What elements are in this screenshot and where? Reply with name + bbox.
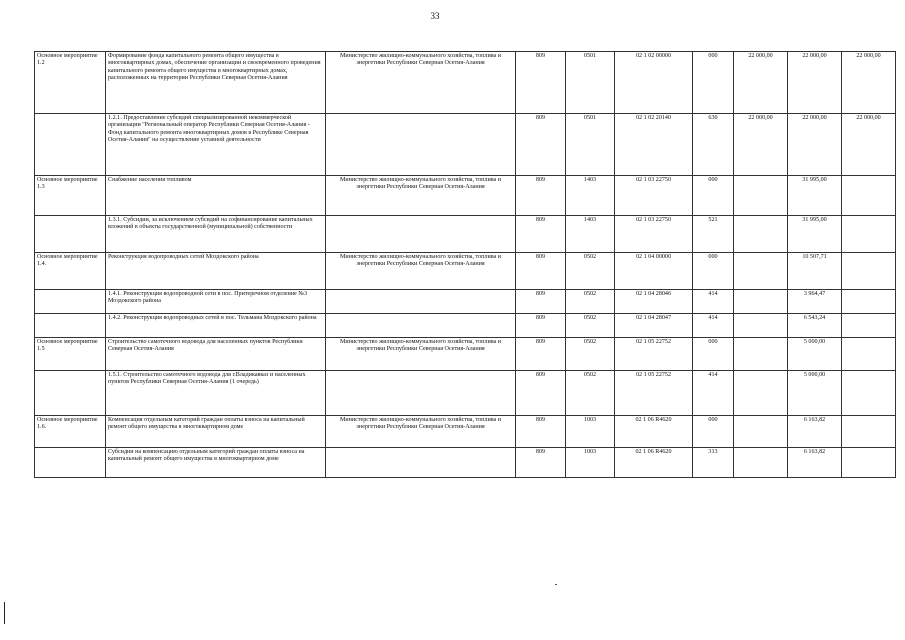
scan-dot xyxy=(555,584,557,585)
row-year3-cell xyxy=(842,448,896,478)
row-kind-cell xyxy=(35,448,106,478)
row-csr-cell: 02 1 06 R4620 xyxy=(615,448,693,478)
row-year3-cell xyxy=(842,371,896,416)
row-year3-cell xyxy=(842,253,896,290)
row-kind-cell xyxy=(35,290,106,314)
row-year1-cell: 22 000,00 xyxy=(734,52,788,114)
row-vr-cell: 000 xyxy=(693,52,734,114)
row-year2-cell: 22 000,00 xyxy=(788,114,842,176)
table-row xyxy=(35,114,896,176)
row-year2-cell: 10 507,71 xyxy=(788,253,842,290)
row-year1-cell xyxy=(734,448,788,478)
row-vr-cell: 000 xyxy=(693,416,734,448)
table-row xyxy=(35,448,896,478)
row-section-cell: 0501 xyxy=(566,114,615,176)
row-name-cell: Строительство самотечного водовода для населенных пунктов Республики Северная Осетия-Алания xyxy=(106,338,326,371)
row-code-cell: 809 xyxy=(516,114,566,176)
row-executor-cell: Министерство жилищно-коммунального хозяйства, топлива и энергетики Республики Северная Осетия-Алания xyxy=(326,416,516,448)
row-code-cell: 809 xyxy=(516,290,566,314)
row-year3-cell xyxy=(842,216,896,253)
row-year2-cell: 31 995,00 xyxy=(788,216,842,253)
row-kind-cell: Основное мероприятие 1.5 xyxy=(35,338,106,371)
row-name-cell: 1.5.1. Строительство самотечного водовода для г.Владикавказ и населенных пунктов Республики Северная Осетия-Алания (1 очередь) xyxy=(106,371,326,416)
row-executor-cell xyxy=(326,448,516,478)
row-csr-cell: 02 1 04 28047 xyxy=(615,314,693,338)
table-body xyxy=(35,52,896,478)
row-year1-cell xyxy=(734,314,788,338)
row-year2-cell: 31 995,00 xyxy=(788,176,842,216)
row-section-cell: 1003 xyxy=(566,416,615,448)
row-csr-cell: 02 1 06 R4620 xyxy=(615,416,693,448)
row-year3-cell: 22 000,00 xyxy=(842,114,896,176)
row-kind-cell: Основное мероприятие 1.6. xyxy=(35,416,106,448)
row-section-cell: 0502 xyxy=(566,253,615,290)
row-section-cell: 1003 xyxy=(566,448,615,478)
row-vr-cell: 313 xyxy=(693,448,734,478)
table-row xyxy=(35,253,896,290)
row-kind-cell: Основное мероприятие 1.2 xyxy=(35,52,106,114)
row-year2-cell: 5 000,00 xyxy=(788,338,842,371)
row-name-cell: 1.4.1. Реконструкция водопроводной сети в пос. Притеречном отделение №3 Моздокского района xyxy=(106,290,326,314)
row-name-cell: Компенсация отдельным категорий граждан оплаты взноса на капитальный ремонт общего имущества в многоквартирном доме xyxy=(106,416,326,448)
table-row xyxy=(35,290,896,314)
row-csr-cell: 02 1 03 22750 xyxy=(615,216,693,253)
row-csr-cell: 02 1 04 00000 xyxy=(615,253,693,290)
row-name-cell: Реконструкция водопроводных сетей Моздокского района xyxy=(106,253,326,290)
row-code-cell: 809 xyxy=(516,176,566,216)
row-year3-cell xyxy=(842,290,896,314)
page-number: 33 xyxy=(430,11,440,21)
row-vr-cell: 521 xyxy=(693,216,734,253)
table-row xyxy=(35,176,896,216)
row-vr-cell: 000 xyxy=(693,176,734,216)
row-executor-cell: Министерство жилищно-коммунального хозяйства, топлива и энергетики Республики Северная Осетия-Алания xyxy=(326,253,516,290)
row-year2-cell: 6 543,24 xyxy=(788,314,842,338)
row-year2-cell: 3 964,47 xyxy=(788,290,842,314)
row-year1-cell: 22 000,00 xyxy=(734,114,788,176)
table-row xyxy=(35,52,896,114)
row-vr-cell: 414 xyxy=(693,290,734,314)
row-executor-cell xyxy=(326,216,516,253)
row-csr-cell: 02 1 02 20140 xyxy=(615,114,693,176)
table-row xyxy=(35,216,896,253)
row-year1-cell xyxy=(734,253,788,290)
row-code-cell: 809 xyxy=(516,338,566,371)
table-row xyxy=(35,338,896,371)
row-kind-cell xyxy=(35,216,106,253)
row-vr-cell: 414 xyxy=(693,314,734,338)
row-code-cell: 809 xyxy=(516,416,566,448)
row-executor-cell xyxy=(326,371,516,416)
row-code-cell: 809 xyxy=(516,448,566,478)
row-section-cell: 1403 xyxy=(566,216,615,253)
row-section-cell: 0502 xyxy=(566,290,615,314)
row-section-cell: 0502 xyxy=(566,371,615,416)
scan-mark xyxy=(4,602,5,624)
row-name-cell: 1.2.1. Предоставление субсидий специализированной некоммерческой организации "Региональный оператор Республики Северная Осетия-Алания - Фонд капитального ремонта многоквартирных домов в Республике Северная Осетия-Алания" на осуществление уставной деятельности xyxy=(106,114,326,176)
row-csr-cell: 02 1 05 22752 xyxy=(615,371,693,416)
row-section-cell: 0502 xyxy=(566,314,615,338)
row-year1-cell xyxy=(734,338,788,371)
row-kind-cell xyxy=(35,114,106,176)
row-name-cell: 1.3.1. Субсидии, за исключением субсидий на софинансирование капитальных вложений в объекты государственной (муниципальной) собственности xyxy=(106,216,326,253)
row-executor-cell xyxy=(326,290,516,314)
row-code-cell: 809 xyxy=(516,371,566,416)
row-year1-cell xyxy=(734,290,788,314)
row-section-cell: 1403 xyxy=(566,176,615,216)
row-vr-cell: 414 xyxy=(693,371,734,416)
row-code-cell: 809 xyxy=(516,314,566,338)
row-kind-cell xyxy=(35,371,106,416)
row-vr-cell: 000 xyxy=(693,253,734,290)
row-year2-cell: 22 000,00 xyxy=(788,52,842,114)
row-vr-cell: 630 xyxy=(693,114,734,176)
row-year3-cell: 22 000,00 xyxy=(842,52,896,114)
table-row xyxy=(35,371,896,416)
row-kind-cell: Основное мероприятие 1.3 xyxy=(35,176,106,216)
table-row xyxy=(35,416,896,448)
row-year3-cell xyxy=(842,176,896,216)
row-year3-cell xyxy=(842,416,896,448)
row-name-cell: Субсидии на компенсацию отдельным категорий граждан оплаты взноса на капитальный ремонт общего имущества в многоквартирном доме xyxy=(106,448,326,478)
row-csr-cell: 02 1 03 22750 xyxy=(615,176,693,216)
row-code-cell: 809 xyxy=(516,216,566,253)
row-csr-cell: 02 1 02 00000 xyxy=(615,52,693,114)
row-code-cell: 809 xyxy=(516,52,566,114)
row-year1-cell xyxy=(734,416,788,448)
row-executor-cell: Министерство жилищно-коммунального хозяйства, топлива и энергетики Республики Северная Осетия-Алания xyxy=(326,52,516,114)
program-budget-table xyxy=(34,51,896,478)
row-name-cell: 1.4.2. Реконструкция водопроводных сетей в пос. Тельмана Моздокского района xyxy=(106,314,326,338)
row-executor-cell: Министерство жилищно-коммунального хозяйства, топлива и энергетики Республики Северная Осетия-Алания xyxy=(326,176,516,216)
row-name-cell: Формирование фонда капитального ремонта общего имущества в многоквартирных домах, обеспечение организации и своевременного проведения капитального ремонта общего имущества в многоквартирных домах, расположенных на территории Республики Северная Осетия-Алания xyxy=(106,52,326,114)
row-csr-cell: 02 1 05 22752 xyxy=(615,338,693,371)
row-year1-cell xyxy=(734,371,788,416)
row-csr-cell: 02 1 04 28046 xyxy=(615,290,693,314)
row-code-cell: 809 xyxy=(516,253,566,290)
row-year1-cell xyxy=(734,216,788,253)
row-kind-cell: Основное мероприятие 1.4. xyxy=(35,253,106,290)
table-row xyxy=(35,314,896,338)
row-year3-cell xyxy=(842,338,896,371)
row-executor-cell xyxy=(326,314,516,338)
row-name-cell: Снабжение населения топливом xyxy=(106,176,326,216)
row-section-cell: 0502 xyxy=(566,338,615,371)
row-section-cell: 0501 xyxy=(566,52,615,114)
row-vr-cell: 000 xyxy=(693,338,734,371)
row-executor-cell: Министерство жилищно-коммунального хозяйства, топлива и энергетики Республики Северная Осетия-Алания xyxy=(326,338,516,371)
row-year3-cell xyxy=(842,314,896,338)
row-year1-cell xyxy=(734,176,788,216)
row-year2-cell: 6 163,82 xyxy=(788,448,842,478)
row-kind-cell xyxy=(35,314,106,338)
row-year2-cell: 5 000,00 xyxy=(788,371,842,416)
row-year2-cell: 6 163,82 xyxy=(788,416,842,448)
row-executor-cell xyxy=(326,114,516,176)
